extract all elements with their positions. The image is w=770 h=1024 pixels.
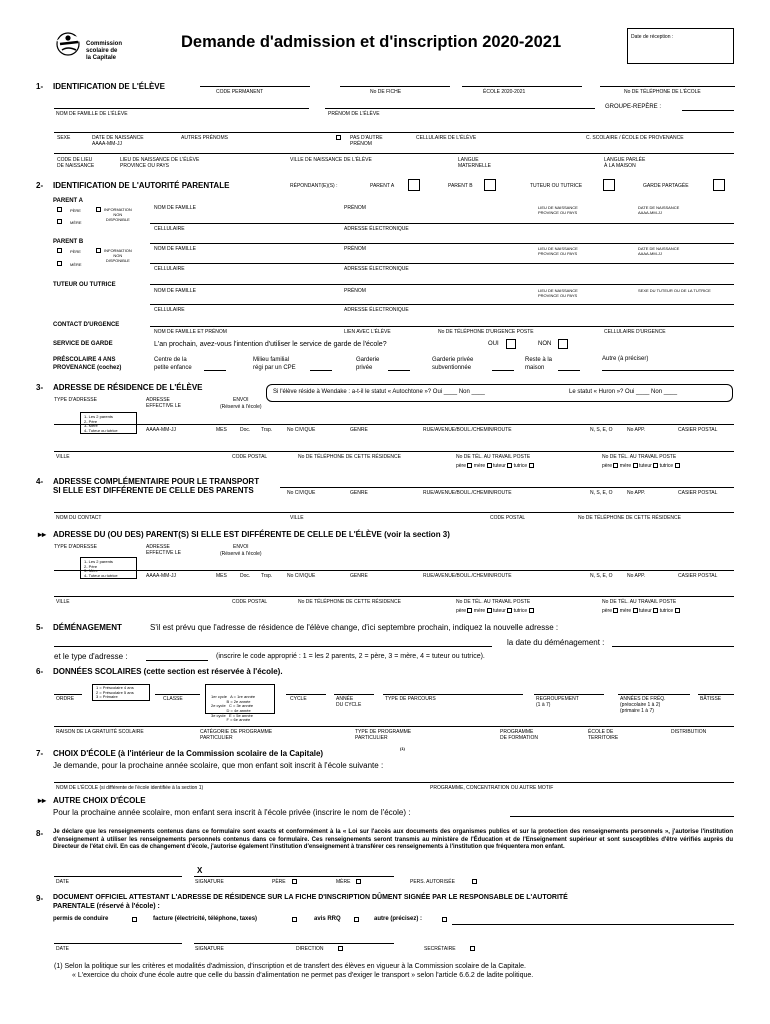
parent-a-mere-checkbox[interactable] bbox=[57, 219, 62, 224]
secretaire-checkbox[interactable] bbox=[470, 946, 475, 951]
code-permanent-field[interactable] bbox=[200, 86, 310, 87]
tel-travail2-pere-checkbox[interactable] bbox=[613, 463, 618, 468]
batisse-field[interactable] bbox=[698, 694, 734, 695]
repondant-parent-a-checkbox[interactable] bbox=[408, 179, 420, 191]
contact-urgence-field[interactable] bbox=[150, 326, 734, 327]
ecole-signature-field[interactable] bbox=[194, 943, 394, 944]
section-title: ADRESSE DU (OU DES) PARENT(S) SI ELLE EST DIFFÉRENTE DE CELLE DE L'ÉLÈVE (voir la section 3) bbox=[53, 530, 450, 539]
declaration-signature-field[interactable] bbox=[194, 876, 394, 877]
arrow-icon: ▸▸ bbox=[38, 796, 47, 805]
groupe-repere-field[interactable] bbox=[682, 110, 734, 111]
section-title: DOCUMENT OFFICIEL ATTESTANT L'ADRESSE DE RÉSIDENCE SUR LA FICHE D'INSCRIPTION DÛMENT SIGNÉE PAR LE RESPONSABLE DE L'AUTORITÉ PARENTALE (réservé à l'école) : bbox=[53, 894, 568, 910]
parent-tel2-pere-checkbox[interactable] bbox=[613, 608, 618, 613]
permis-conduire-checkbox[interactable] bbox=[132, 917, 137, 922]
row-lieu-line bbox=[54, 153, 734, 154]
parent-tel2-mere-checkbox[interactable] bbox=[633, 608, 638, 613]
tel-travail-tutrice-checkbox[interactable] bbox=[529, 463, 534, 468]
ecole-date-field[interactable] bbox=[54, 943, 182, 944]
tel-travail2-tutrice-checkbox[interactable] bbox=[675, 463, 680, 468]
section-number: 1- bbox=[36, 82, 44, 91]
tel-travail-mere-checkbox[interactable] bbox=[487, 463, 492, 468]
ordre-legend: 1 = Préscolaire 4 ans 2 = Préscolaire 5 ans 3 = Primaire bbox=[92, 684, 150, 701]
parent-tel-pere-checkbox[interactable] bbox=[467, 608, 472, 613]
section-title: ADRESSE DE RÉSIDENCE DE L'ÉLÈVE bbox=[53, 383, 203, 392]
prenom-field[interactable] bbox=[325, 108, 595, 109]
pas-autre-prenom-checkbox[interactable] bbox=[336, 135, 341, 140]
parent-a-pere-checkbox[interactable] bbox=[57, 207, 62, 212]
parent-tel-tuteur-checkbox[interactable] bbox=[507, 608, 512, 613]
service-garde-non-checkbox[interactable] bbox=[558, 339, 568, 349]
parent-tel-tutrice-checkbox[interactable] bbox=[529, 608, 534, 613]
parent-tel-mere-checkbox[interactable] bbox=[487, 608, 492, 613]
tel-travail-tuteur-checkbox[interactable] bbox=[507, 463, 512, 468]
presco-garderie-sub-field[interactable] bbox=[492, 370, 514, 371]
tel-travail2-mere-checkbox[interactable] bbox=[633, 463, 638, 468]
presco-autre-field[interactable] bbox=[602, 370, 734, 371]
garde-partagee-checkbox[interactable] bbox=[713, 179, 725, 191]
signature-pere-checkbox[interactable] bbox=[292, 879, 297, 884]
type-adresse-legend: 1- Les 2 parents 2- Père 3- Mère 4- Tuteur ou tutrice bbox=[80, 412, 137, 434]
parent-tel2-tutrice-checkbox[interactable] bbox=[675, 608, 680, 613]
section-title: IDENTIFICATION DE L'AUTORITÉ PARENTALE bbox=[53, 181, 230, 190]
reception-date-box[interactable]: Date de réception : bbox=[627, 28, 734, 64]
repondant-parent-b-checkbox[interactable] bbox=[484, 179, 496, 191]
ecole-privee-field[interactable] bbox=[510, 816, 734, 817]
cycle-legend: 1er cycle A = 1re année B = 2e année 2e cycle C = 3e année D = 4e année 3e cycle E = 5e année F = 6e année bbox=[205, 684, 275, 714]
ordre-field[interactable] bbox=[54, 694, 82, 695]
presco-milieu-field[interactable] bbox=[310, 370, 332, 371]
section-title: IDENTIFICATION DE L'ÉLÈVE bbox=[53, 82, 165, 91]
facture-checkbox[interactable] bbox=[292, 917, 297, 922]
parent-tel2-tuteur-checkbox[interactable] bbox=[653, 608, 658, 613]
row-sexe-line bbox=[54, 132, 734, 133]
parent-b-mere-checkbox[interactable] bbox=[57, 261, 62, 266]
avis-rrq-checkbox[interactable] bbox=[354, 917, 359, 922]
nouvelle-adresse-field[interactable] bbox=[54, 646, 492, 647]
parcours-field[interactable] bbox=[383, 694, 523, 695]
classe-field[interactable] bbox=[155, 694, 200, 695]
parent-b-info-non-dispo-checkbox[interactable] bbox=[96, 248, 101, 253]
declaration-date-field[interactable] bbox=[54, 876, 182, 877]
nom-famille-field[interactable] bbox=[54, 108, 309, 109]
tel-ecole-field[interactable] bbox=[600, 86, 735, 87]
parent-b-pere-checkbox[interactable] bbox=[57, 248, 62, 253]
section-title: DONNÉES SCOLAIRES (cette section est réservée à l'école). bbox=[53, 667, 283, 676]
autre-document-checkbox[interactable] bbox=[442, 917, 447, 922]
ecole-field[interactable] bbox=[462, 86, 582, 87]
presco-garderie-field[interactable] bbox=[388, 370, 410, 371]
autre-document-field[interactable] bbox=[452, 924, 734, 925]
repondant-tuteur-checkbox[interactable] bbox=[603, 179, 615, 191]
declaration-text: Je déclare que les renseignements contenus dans ce formulaire sont exacts et conformément à la « Loi sur l'accès aux documents des organismes publics et sur la protection des renseignements personnels », j'autorise l'institution d'enseignement à utiliser les renseignements personnels contenus dans ce formulaire. Ces renseignements seront transmis au ministère de l'Éducation et de l'Enseignement supérieur et sont susceptibles d'être vérifiés auprès du Directeur de l'état civil. En cas de changement d'école, j'autorise également l'institution d'enseignement à transférer ces renseignements à l'institution que fréquentera mon enfant. bbox=[53, 829, 733, 850]
service-garde-oui-checkbox[interactable] bbox=[506, 339, 516, 349]
cycle-field[interactable] bbox=[286, 694, 326, 695]
no-fiche-field[interactable] bbox=[340, 86, 450, 87]
signature-pers-autorisee-checkbox[interactable] bbox=[472, 879, 477, 884]
nom-ecole-field[interactable] bbox=[54, 782, 734, 783]
form-title: Demande d'admission et d'inscription 2020-2021 bbox=[181, 33, 562, 51]
date-demenagement-field[interactable] bbox=[612, 646, 734, 647]
org-name: Commission scolaire de la Capitale bbox=[86, 41, 123, 61]
presco-maison-field[interactable] bbox=[558, 370, 580, 371]
annee-cycle-field[interactable] bbox=[334, 694, 374, 695]
direction-checkbox[interactable] bbox=[338, 946, 343, 951]
section-title: ADRESSE COMPLÉMENTAIRE POUR LE TRANSPORT SI ELLE EST DIFFÉRENTE DE CELLE DES PARENTS bbox=[53, 477, 260, 495]
regroupement-field[interactable] bbox=[534, 694, 604, 695]
section-title: DÉMÉNAGEMENT bbox=[53, 623, 122, 632]
tel-travail2-tuteur-checkbox[interactable] bbox=[653, 463, 658, 468]
tel-travail-pere-checkbox[interactable] bbox=[467, 463, 472, 468]
annees-freq-field[interactable] bbox=[618, 694, 690, 695]
presco-cpe-field[interactable] bbox=[204, 370, 226, 371]
arrow-icon: ▸▸ bbox=[38, 530, 47, 539]
type-adresse-demenagement-field[interactable] bbox=[146, 660, 208, 661]
wendake-box: Si l'élève réside à Wendake : a-t-il le statut « Autochtone »? Oui ____ Non ____ Le statut « Huron »? Oui ____ Non ____ bbox=[266, 384, 733, 402]
type-adresse-legend: 1- Les 2 parents 2- Père 3- Mère 4- Tuteur ou tutrice bbox=[80, 557, 137, 579]
commission-logo-icon bbox=[54, 30, 84, 58]
section-title: CHOIX D'ÉCOLE (à l'intérieur de la Commission scolaire de la Capitale) bbox=[53, 749, 324, 758]
parent-a-info-non-dispo-checkbox[interactable] bbox=[96, 207, 101, 212]
signature-mere-checkbox[interactable] bbox=[356, 879, 361, 884]
